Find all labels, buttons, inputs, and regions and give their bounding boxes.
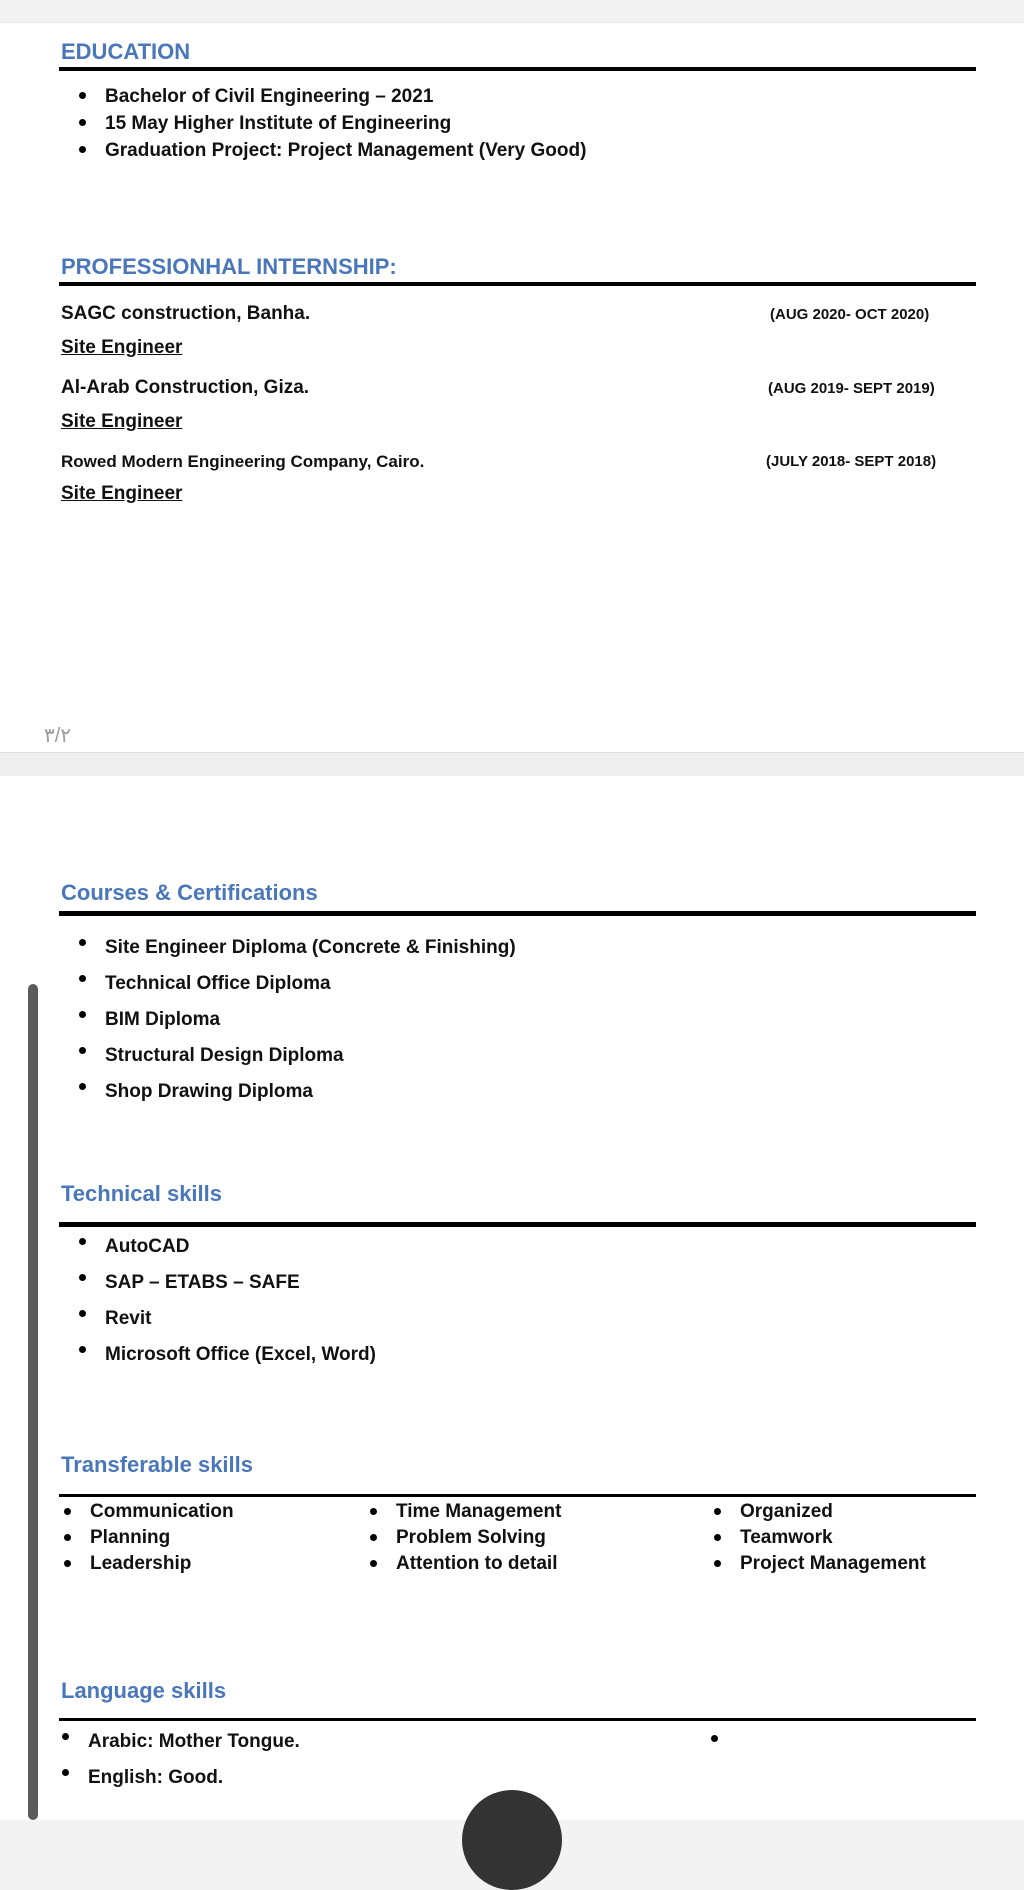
education-list (105, 83, 586, 164)
transferable-item: Time Management (396, 1499, 561, 1525)
page-separator (0, 752, 1024, 778)
education-rule (59, 67, 976, 71)
transferable-heading: Transferable skills (61, 1452, 253, 1477)
internship-dates: (AUG 2020- OCT 2020) (770, 306, 930, 323)
technical-item: Microsoft Office (Excel, Word) (105, 1337, 376, 1373)
transferable-item: Communication (90, 1499, 234, 1525)
internship-role: Site Engineer (61, 411, 183, 432)
internship-dates: (JULY 2018- SEPT 2018) (766, 453, 937, 470)
language-item: Arabic: Mother Tongue. (88, 1724, 300, 1760)
internship-dates: (AUG 2019- SEPT 2019) (768, 380, 935, 397)
transferable-item: Attention to detail (396, 1551, 561, 1577)
internship-role: Site Engineer (61, 337, 183, 358)
scrollbar-thumb[interactable] (28, 984, 38, 1820)
internship-company: SAGC construction, Banha. (61, 303, 311, 324)
technical-list (105, 1229, 376, 1373)
internship-company: Rowed Modern Engineering Company, Cairo. (61, 452, 425, 471)
courses-rule (59, 911, 976, 916)
education-heading: EDUCATION (61, 39, 191, 64)
transferable-col-3 (740, 1499, 926, 1577)
document-page-2 (0, 22, 1024, 753)
transferable-item: Project Management (740, 1551, 926, 1577)
education-item: Bachelor of Civil Engineering – 2021 (105, 83, 586, 110)
transferable-item: Organized (740, 1499, 926, 1525)
language-list (88, 1724, 300, 1796)
technical-heading: Technical skills (61, 1181, 223, 1206)
courses-list (105, 930, 516, 1110)
technical-item: Revit (105, 1301, 376, 1337)
internship-company: Al-Arab Construction, Giza. (61, 377, 310, 398)
course-item: Shop Drawing Diploma (105, 1074, 516, 1110)
internship-heading: PROFESSIONHAL INTERNSHIP: (61, 254, 397, 279)
course-item: Site Engineer Diploma (Concrete & Finishing) (105, 930, 516, 966)
transferable-item: Teamwork (740, 1525, 926, 1551)
transferable-item: Problem Solving (396, 1525, 561, 1551)
language-rule (59, 1718, 976, 1721)
transferable-item: Planning (90, 1525, 234, 1551)
education-item: 15 May Higher Institute of Engineering (105, 110, 586, 137)
transferable-item: Leadership (90, 1551, 234, 1577)
course-item: Technical Office Diploma (105, 966, 516, 1002)
floating-action-button[interactable] (462, 1790, 562, 1890)
internship-rule (59, 282, 976, 286)
empty-bullet (711, 1735, 718, 1742)
language-item: English: Good. (88, 1760, 300, 1796)
document-page-3 (0, 776, 1024, 1820)
technical-item: AutoCAD (105, 1229, 376, 1265)
transferable-rule (59, 1494, 976, 1497)
transferable-col-1 (90, 1499, 234, 1577)
page-number: ٣/٢ (44, 725, 72, 747)
education-item: Graduation Project: Project Management (Very Good) (105, 137, 586, 164)
course-item: BIM Diploma (105, 1002, 516, 1038)
language-heading: Language skills (61, 1678, 227, 1703)
courses-heading: Courses & Certifications (61, 880, 318, 905)
internship-role: Site Engineer (61, 483, 183, 504)
course-item: Structural Design Diploma (105, 1038, 516, 1074)
technical-item: SAP – ETABS – SAFE (105, 1265, 376, 1301)
technical-rule (59, 1222, 976, 1227)
transferable-col-2 (396, 1499, 561, 1577)
